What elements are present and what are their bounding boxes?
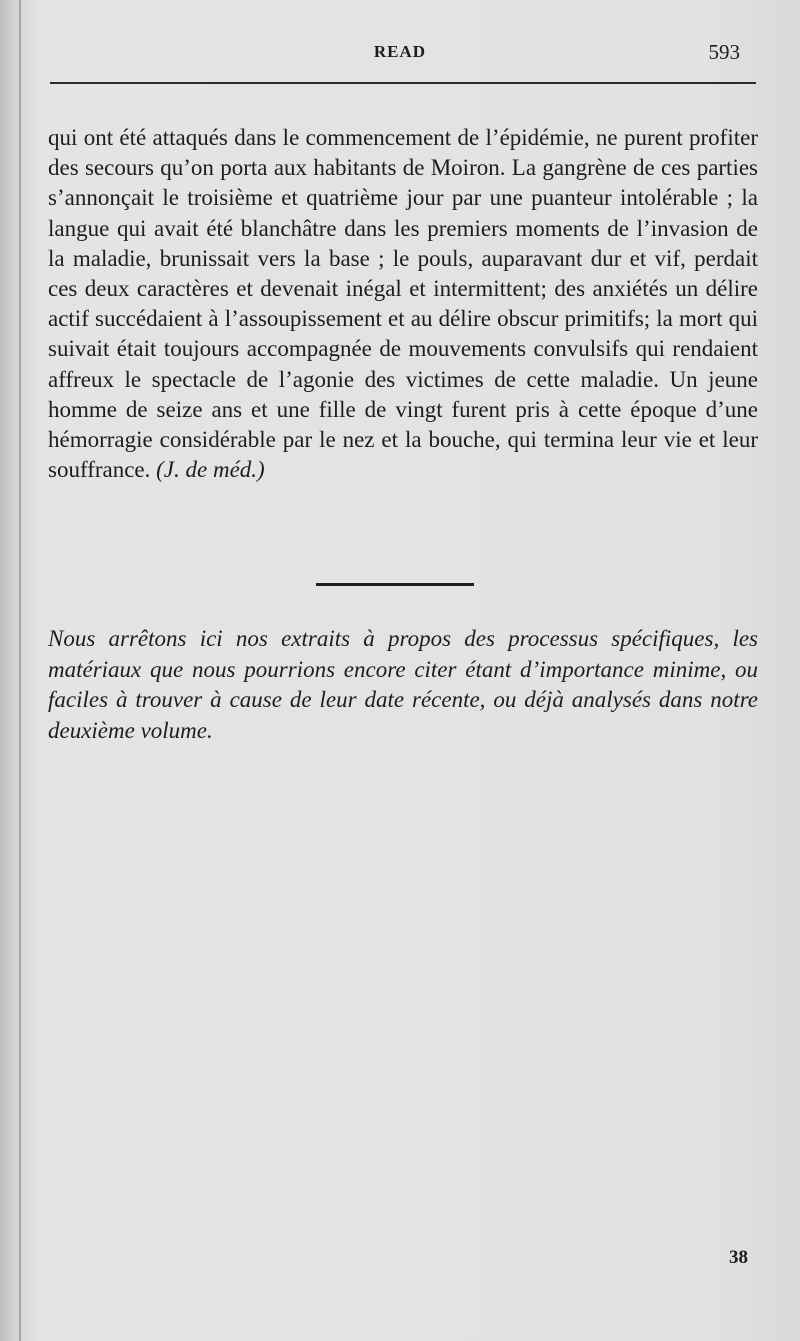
gutter-line — [19, 0, 21, 1341]
running-title: READ — [373, 42, 427, 61]
signature-mark: 38 — [729, 1247, 748, 1268]
paragraph-text: qui ont été attaqués dans le commencement de l’épidémie, ne purent profiter des secours qu’on porta aux habitants de Moiron. La gangrène de ces parties s’annonçait le troisième et quatrième jour par une puanteur intolérable ; la langue qui avait été blanchâtre dans les premiers moments de l’invasion de la maladie, brunissait vers la base ; le pouls, auparavant dur et vif, perdait ces deux caractères et devenait inégal et intermittent; des anxiétés un délire actif succédaient à l’assoupissement et au délire obscur primitifs; la mort qui suivait était toujours accompagnée de mouvements convulsifs qui rendaient affreux le spectacle de l’agonie des victimes de cette maladie. Un jeune homme de seize ans et une fille de vingt furent pris à cette époque d’une hémorragie considérable par le nez et la bouche, qui termina leur vie et leur souffrance. — [48, 125, 758, 483]
citation-text: (J. de méd.) — [156, 457, 265, 483]
section-divider — [316, 583, 474, 586]
page-number: 593 — [708, 40, 740, 64]
header-rule — [50, 82, 756, 84]
italic-note: Nous arrêtons ici nos extraits à propos des processus spécifiques, les matériaux que nous pourrions encore citer étant d’importance minime, ou faciles à trouver à cause de leur date récente, ou déjà analysés dans notre deuxième volume. — [48, 626, 758, 743]
body-paragraph — [48, 123, 758, 485]
